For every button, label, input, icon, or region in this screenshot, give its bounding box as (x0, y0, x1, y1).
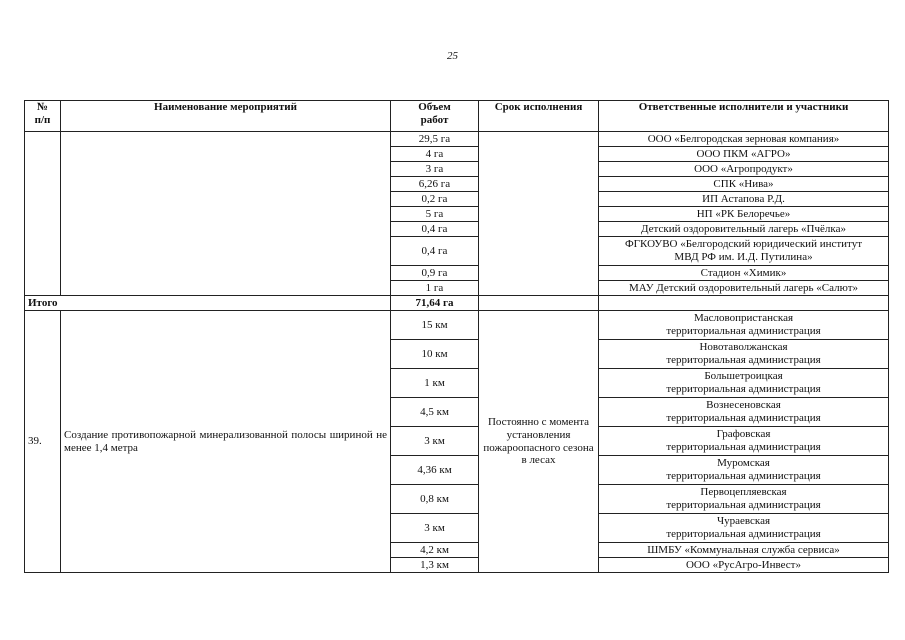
cell-responsible-line1: ФГКОУВО «Белгородский юридический институт (624, 238, 863, 251)
total-row (25, 296, 889, 311)
header-num-line2: п/п (34, 113, 51, 126)
cell-responsible: МАУ Детский оздоровительный лагерь «Салют» (599, 281, 889, 296)
measures-table (24, 100, 889, 573)
cell-volume: 1,3 км (391, 558, 479, 573)
table-row (25, 132, 889, 147)
cell-volume: 29,5 га (391, 132, 479, 147)
cell-volume: 0,4 га (391, 222, 479, 237)
cell-responsible-line2: территориальная администрация (666, 470, 821, 482)
cell-volume: 4,5 км (391, 398, 479, 427)
total-volume: 71,64 га (391, 296, 479, 311)
cell-volume: 5 га (391, 207, 479, 222)
cell-volume: 0,2 га (391, 192, 479, 207)
cell-responsible (599, 398, 889, 427)
cell-responsible-line2: территориальная администрация (666, 383, 821, 395)
cell-responsible-line2: территориальная администрация (666, 412, 821, 424)
cell-volume: 1 га (391, 281, 479, 296)
cell-responsible: СПК «Нива» (599, 177, 889, 192)
cell-responsible-line1: Масловопристанская (693, 312, 794, 325)
cell-volume: 3 га (391, 162, 479, 177)
cell-responsible: ИП Астапова Р.Д. (599, 192, 889, 207)
cell-responsible-line2: территориальная администрация (666, 499, 821, 511)
cell-responsible-line1: Новотаволжанская (699, 341, 788, 354)
cell-responsible-line1: Вознесеновская (706, 399, 781, 412)
cell-responsible: ООО ПКМ «АГРО» (599, 147, 889, 162)
item-term: Постоянно с момента установления пожароопасного сезона в лесах (479, 311, 599, 573)
cell-volume: 4,2 км (391, 543, 479, 558)
cell-volume: 6,26 га (391, 177, 479, 192)
header-volume-line1: Объем (418, 101, 451, 113)
cell-responsible: Детский оздоровительный лагерь «Пчёлка» (599, 222, 889, 237)
table-row (25, 311, 889, 340)
cell-responsible (599, 485, 889, 514)
cell-responsible: ООО «Белгородская зерновая компания» (599, 132, 889, 147)
header-name: Наименование мероприятий (61, 101, 391, 132)
header-term: Срок исполнения (479, 101, 599, 132)
header-responsible: Ответственные исполнители и участники (599, 101, 889, 132)
header-volume-line2: работ (420, 113, 449, 126)
cell-responsible: ООО «РусАгро-Инвест» (599, 558, 889, 573)
cell-responsible (599, 456, 889, 485)
cell-responsible-line2: территориальная администрация (666, 354, 821, 366)
cell-volume: 0,9 га (391, 266, 479, 281)
cell-responsible (599, 237, 889, 266)
cell-term-blank (479, 296, 599, 311)
cell-volume: 4 га (391, 147, 479, 162)
cell-responsible-blank (599, 296, 889, 311)
cell-responsible (599, 369, 889, 398)
cell-responsible-line1: Большетроицкая (704, 370, 783, 383)
header-row (25, 101, 889, 132)
cell-responsible: ООО «Агропродукт» (599, 162, 889, 177)
header-num (25, 101, 61, 132)
cell-volume: 3 км (391, 427, 479, 456)
cell-volume: 1 км (391, 369, 479, 398)
cell-name-blank (61, 132, 391, 296)
cell-volume: 0,4 га (391, 237, 479, 266)
cell-responsible (599, 514, 889, 543)
cell-volume: 4,36 км (391, 456, 479, 485)
cell-responsible-line1: Муромская (717, 457, 770, 470)
cell-volume: 3 км (391, 514, 479, 543)
item-name: Создание противопожарной минерализованной полосы шириной не менее 1,4 метра (61, 311, 391, 573)
item-number: 39. (25, 311, 61, 573)
cell-responsible-line2: МВД РФ им. И.Д. Путилина» (674, 251, 813, 263)
cell-responsible (599, 311, 889, 340)
page-number: 25 (447, 50, 458, 62)
cell-responsible: ШМБУ «Коммунальная служба сервиса» (599, 543, 889, 558)
cell-responsible-line2: территориальная администрация (666, 441, 821, 453)
cell-responsible-line2: территориальная администрация (666, 325, 821, 337)
cell-responsible (599, 340, 889, 369)
header-num-line1: № (36, 101, 49, 113)
cell-volume: 0,8 км (391, 485, 479, 514)
cell-num-blank (25, 132, 61, 296)
cell-responsible: НП «РК Белоречье» (599, 207, 889, 222)
cell-responsible-line1: Графовская (716, 428, 771, 441)
cell-responsible (599, 427, 889, 456)
cell-responsible-line2: территориальная администрация (666, 528, 821, 540)
cell-responsible: Стадион «Химик» (599, 266, 889, 281)
cell-responsible-line1: Чураевская (716, 515, 771, 528)
cell-volume: 15 км (391, 311, 479, 340)
cell-term-blank (479, 132, 599, 296)
total-label: Итого (25, 296, 391, 311)
header-volume (391, 101, 479, 132)
cell-responsible-line1: Первоцепляевская (700, 486, 787, 499)
cell-volume: 10 км (391, 340, 479, 369)
